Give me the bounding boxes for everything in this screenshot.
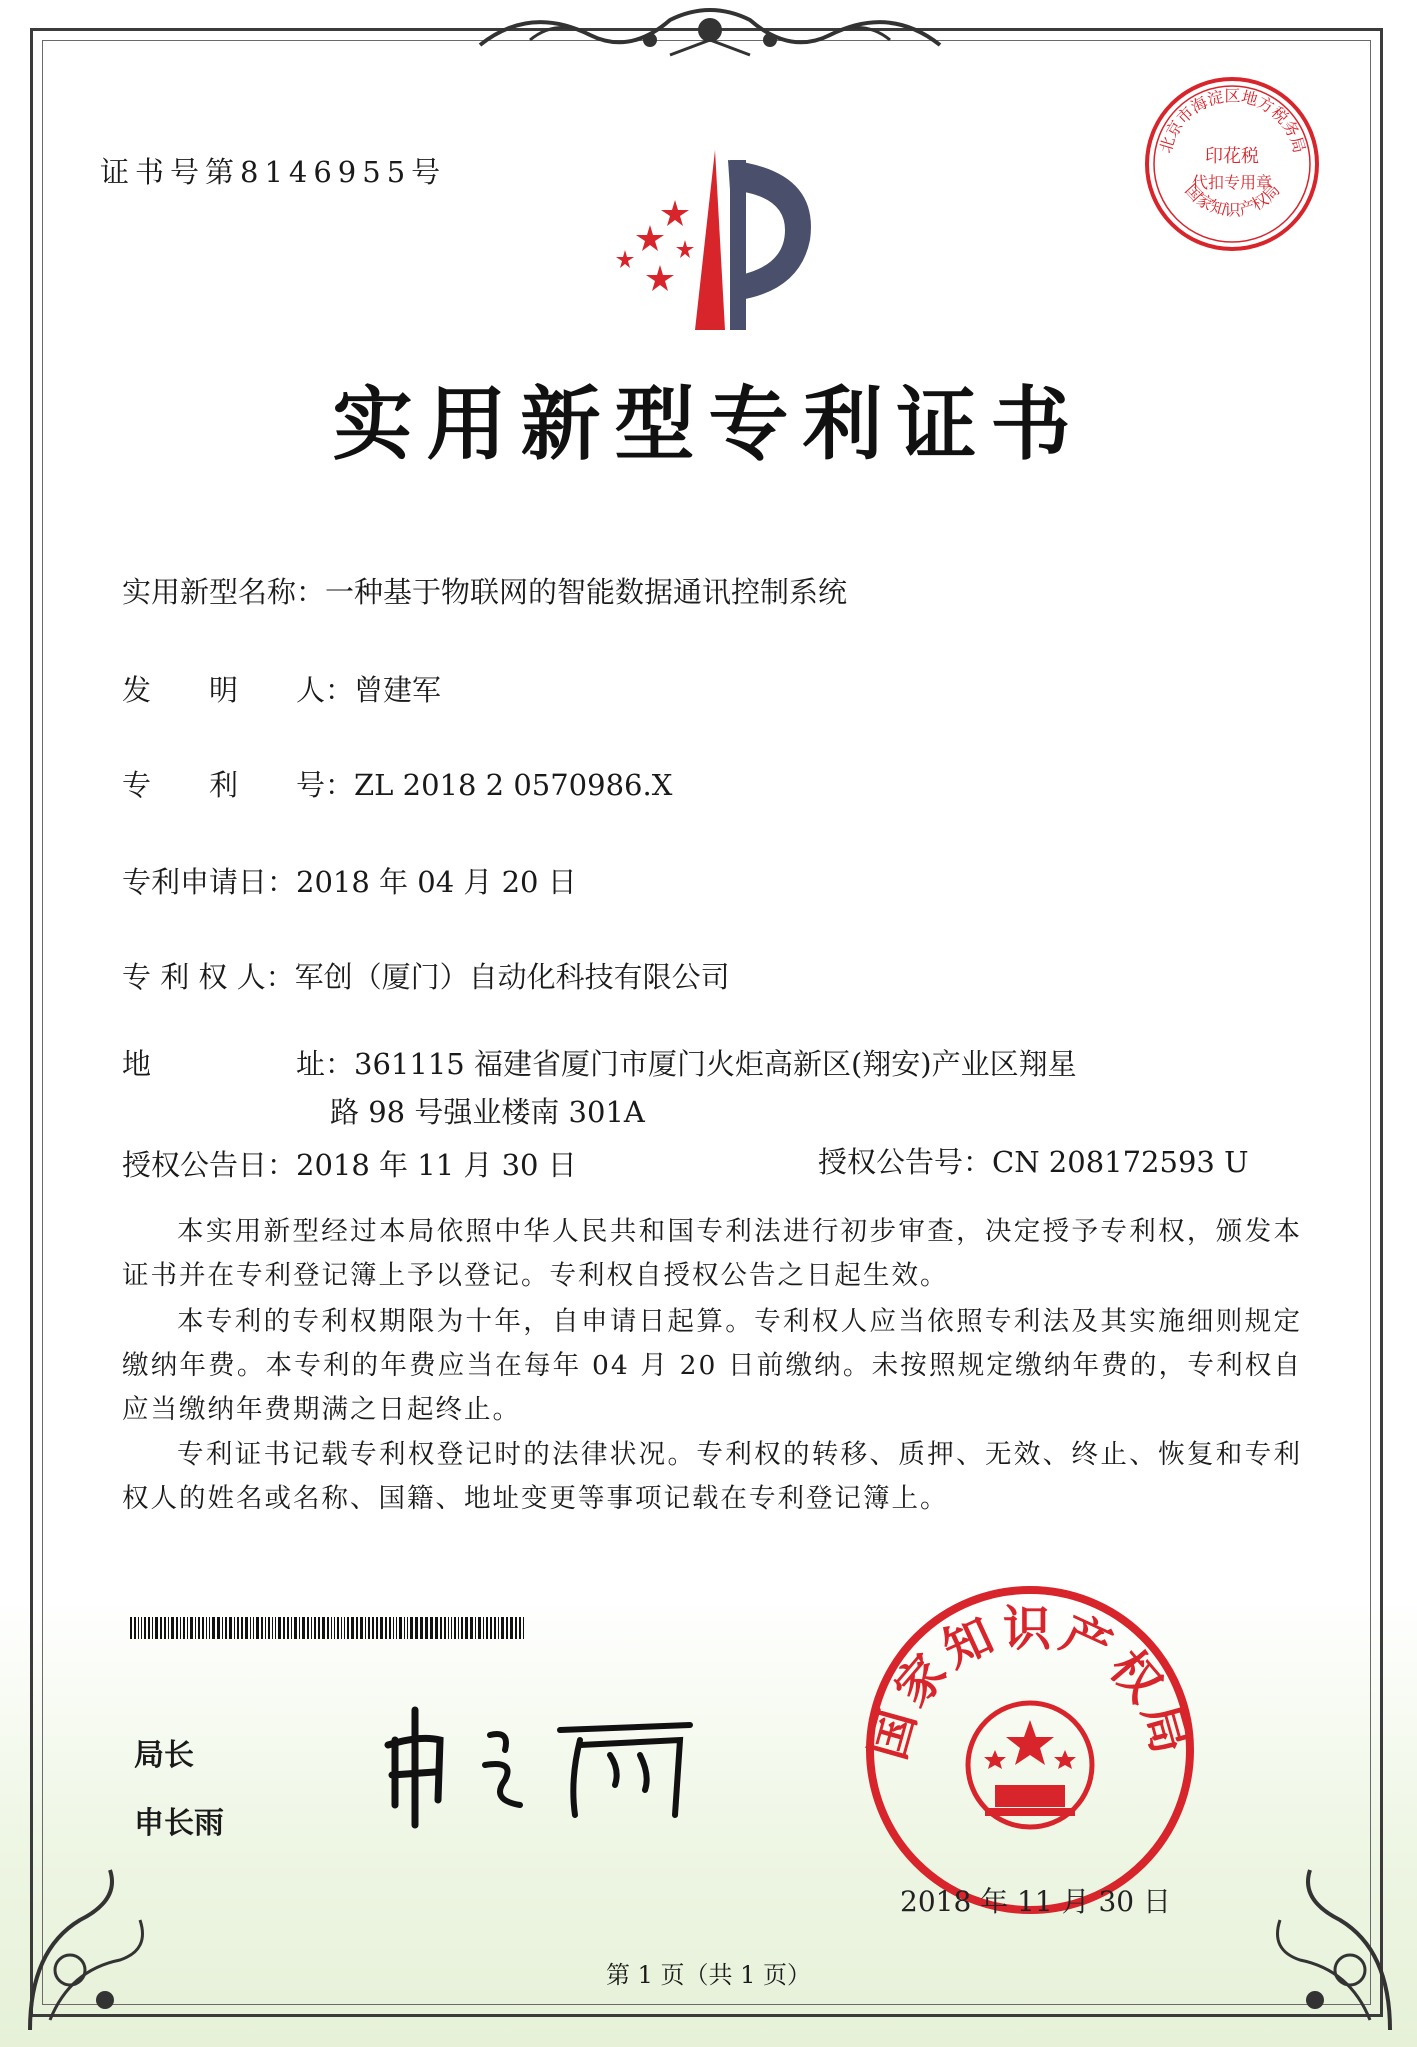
address-label: 地 址：	[122, 1047, 355, 1081]
patent-number-label: 专 利 号：	[122, 768, 355, 802]
grant-number-value: CN 208172593 U	[992, 1145, 1249, 1179]
top-ornament-icon	[470, 0, 950, 70]
state-ip-office-seal	[860, 1580, 1200, 1924]
paragraph-1: 本实用新型经过本局依照中华人民共和国专利法进行初步审查，决定授予专利权，颁发本证书并在专利登记簿上予以登记。专利权自授权公告之日起生效。	[122, 1216, 1302, 1291]
address-line1: 361115 福建省厦门市厦门火炬高新区(翔安)产业区翔星	[354, 1047, 1077, 1081]
tax-stamp-bottom-text: 国家知识产权局	[1181, 180, 1284, 220]
bottom-right-ornament-icon	[1250, 1850, 1410, 2040]
director-title: 局长	[134, 1738, 194, 1773]
paragraph-3: 专利证书记载专利权登记时的法律状况。专利权的转移、质押、无效、终止、恢复和专利权人的姓名或名称、国籍、地址变更等事项记载在专利登记簿上。	[122, 1439, 1302, 1514]
grant-number-row	[818, 1140, 1249, 1181]
tax-stamp	[1140, 72, 1325, 261]
seal-text: 国家知识产权局	[860, 1601, 1200, 1766]
grant-date-label: 授权公告日：	[122, 1148, 297, 1182]
utility-model-name-value: 一种基于物联网的智能数据通讯控制系统	[325, 575, 848, 609]
patent-office-emblem-icon	[590, 150, 830, 340]
filing-date-label: 专利申请日：	[122, 865, 297, 899]
certificate-title: 实用新型专利证书	[332, 378, 1085, 471]
address-line2-row	[330, 1090, 645, 1131]
address-line2: 路 98 号强业楼南 301A	[330, 1095, 645, 1129]
patent-number-row	[122, 763, 672, 804]
grant-number-label: 授权公告号：	[818, 1145, 993, 1179]
inventor-label: 发 明 人：	[122, 673, 355, 707]
patent-number-value: ZL 2018 2 0570986.X	[354, 768, 673, 802]
tax-stamp-line1: 印花税	[1205, 146, 1259, 167]
barcode-icon	[130, 1617, 525, 1639]
grant-date-row	[122, 1143, 577, 1184]
filing-date-row	[122, 860, 577, 901]
filing-date-value: 2018 年 04 月 20 日	[296, 865, 577, 899]
address-row	[122, 1042, 1077, 1083]
paragraph-2: 本专利的专利权期限为十年，自申请日起算。专利权人应当依照专利法及其实施细则规定缴纳年费。本专利的年费应当在每年 04 月 20 日前缴纳。未按照规定缴纳年费的，专利权自应当缴纳年费期满之日起终止。	[122, 1306, 1302, 1425]
director-signature	[380, 1700, 710, 1830]
inventor-value: 曾建军	[354, 673, 442, 707]
seal-date: 2018 年 11 月 30 日	[900, 1885, 1172, 1918]
patentee-row	[122, 955, 730, 996]
tax-stamp-line2: 代扣专用章	[1191, 173, 1273, 192]
director-name: 申长雨	[134, 1806, 224, 1841]
grant-date-value: 2018 年 11 月 30 日	[296, 1148, 577, 1182]
bottom-left-ornament-icon	[10, 1850, 170, 2040]
patentee-value: 军创（厦门）自动化科技有限公司	[294, 960, 730, 994]
inventor-row	[122, 668, 441, 709]
page-number: 第 1 页（共 1 页）	[605, 1961, 812, 1989]
tax-stamp-ring-text: 北京市海淀区地方税务局	[1155, 86, 1310, 156]
certificate-number: 证书号第8146955号	[100, 155, 447, 189]
utility-model-name-label: 实用新型名称：	[122, 575, 326, 609]
utility-model-name-row	[122, 570, 847, 611]
patentee-label: 专 利 权 人：	[122, 960, 295, 994]
